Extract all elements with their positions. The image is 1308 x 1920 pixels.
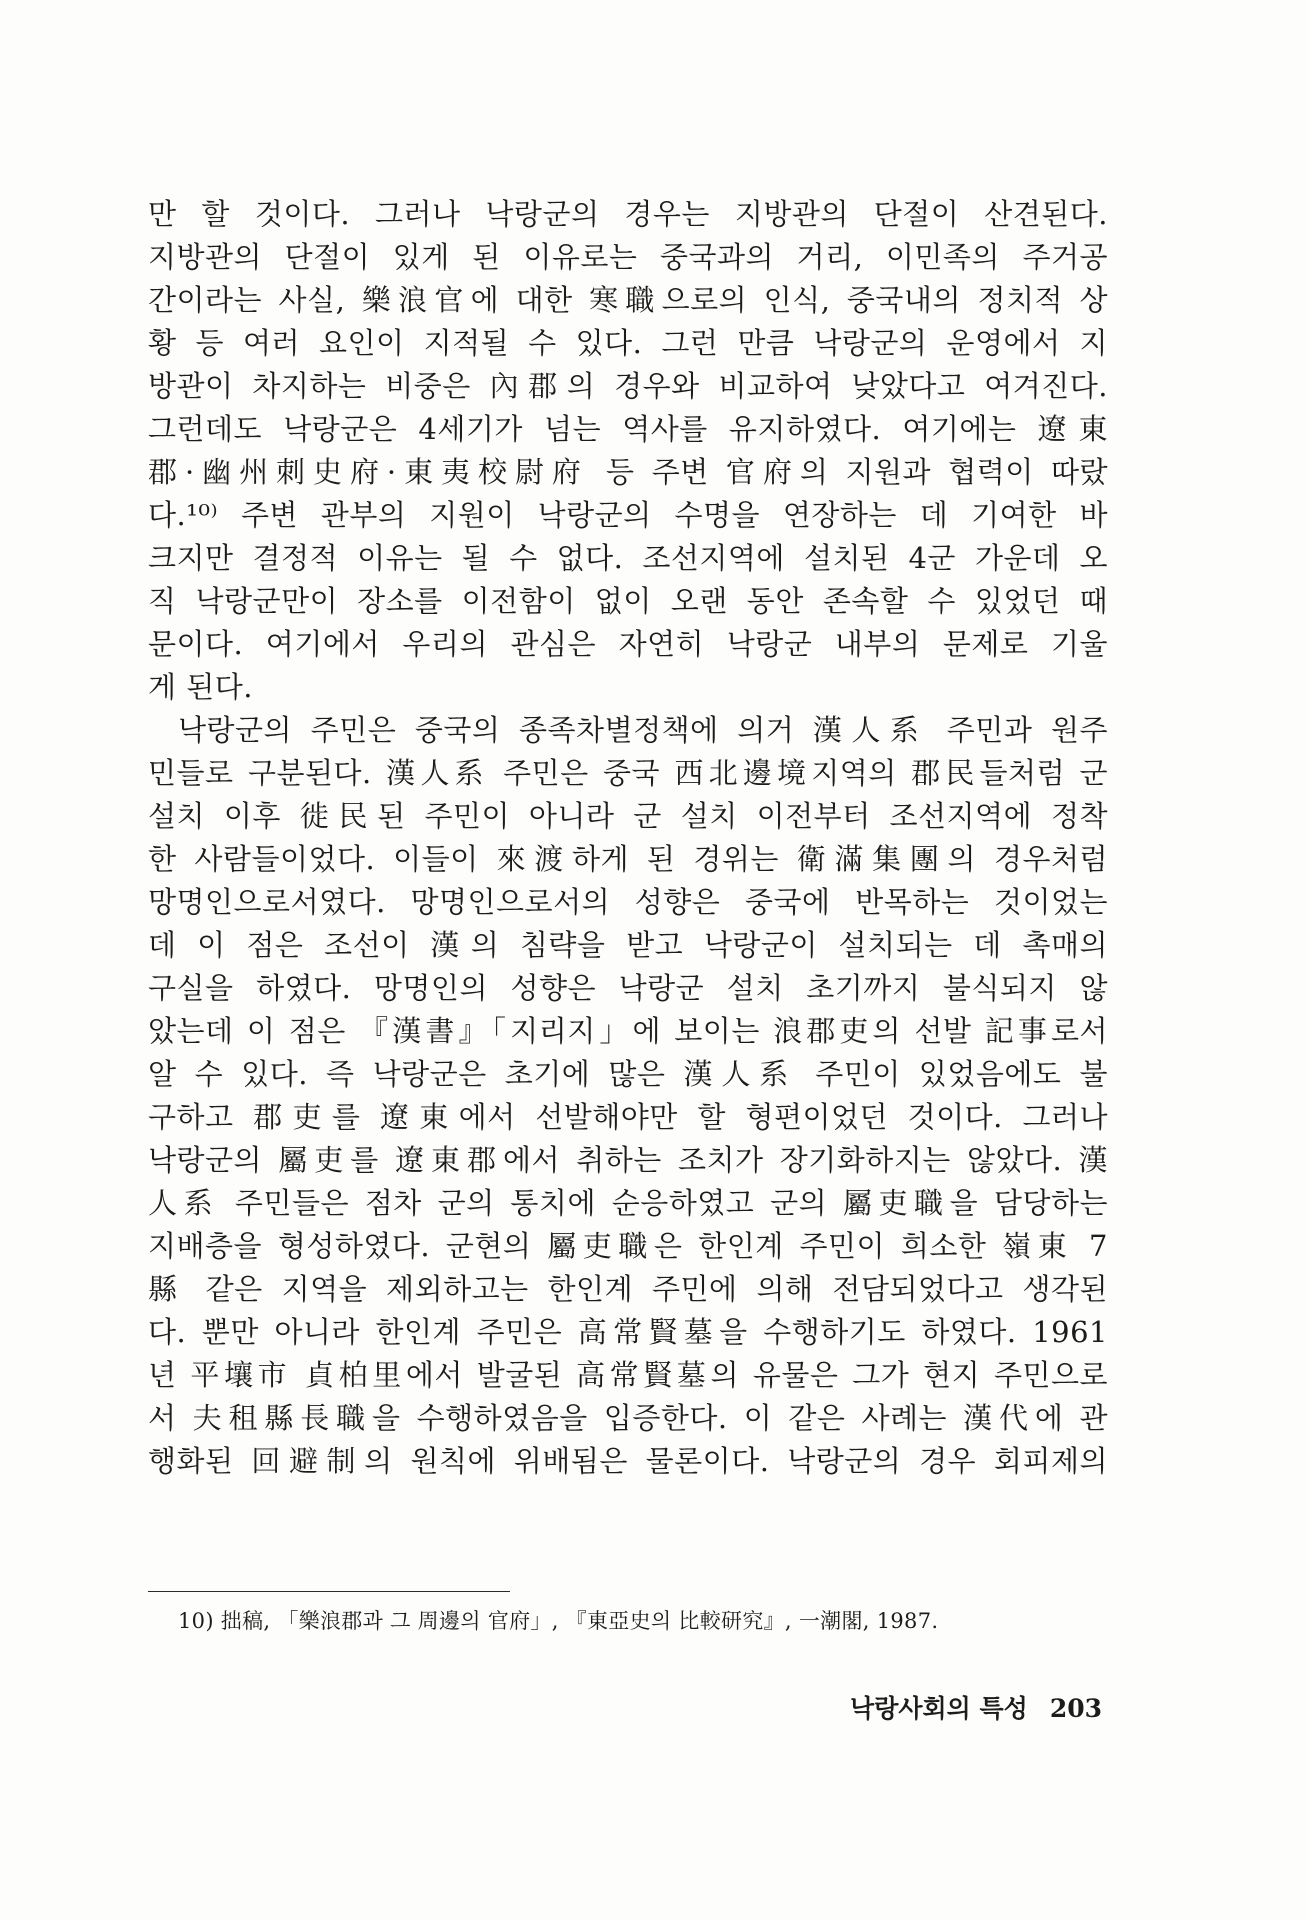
text-line: 민들로 구분된다. 漢人系 주민은 중국 西北邊境지역의 郡民들처럼 군 [148, 756, 1108, 790]
text-line: 크지만 결정적 이유는 될 수 없다. 조선지역에 설치된 4군 가운데 오 [148, 541, 1108, 575]
text-line: 설치 이후 徙民된 주민이 아니라 군 설치 이전부터 조선지역에 정착 [148, 799, 1108, 833]
text-line: 지방관의 단절이 있게 된 이유로는 중국과의 거리, 이민족의 주거공 [148, 240, 1108, 274]
text-line: 그런데도 낙랑군은 4세기가 넘는 역사를 유지하였다. 여기에는 遼東 [148, 412, 1108, 446]
text-line: 구실을 하였다. 망명인의 성향은 낙랑군 설치 초기까지 불식되지 않 [148, 971, 1108, 1005]
text-line: 구하고 郡吏를 遼東에서 선발해야만 할 형편이었던 것이다. 그러나 [148, 1100, 1108, 1134]
text-line: 서 夫租縣長職을 수행하였음을 입증한다. 이 같은 사례는 漢代에 관 [148, 1401, 1108, 1435]
text-line: 낙랑군의 屬吏를 遼東郡에서 취하는 조치가 장기화하지는 않았다. 漢 [148, 1143, 1108, 1177]
text-line: 았는데 이 점은 『漢書』「지리지」에 보이는 浪郡吏의 선발 記事로서 [148, 1014, 1108, 1048]
text-line: 황 등 여러 요인이 지적될 수 있다. 그런 만큼 낙랑군의 운영에서 지 [148, 326, 1108, 360]
text-line: 방관이 차지하는 비중은 內郡의 경우와 비교하여 낮았다고 여겨진다. [148, 369, 1108, 403]
text-line: 人系 주민들은 점차 군의 통치에 순응하였고 군의 屬吏職을 담당하는 [148, 1186, 1108, 1220]
text-line: 행화된 回避制의 원칙에 위배됨은 물론이다. 낙랑군의 경우 회피제의 [148, 1444, 1108, 1478]
text-line: 알 수 있다. 즉 낙랑군은 초기에 많은 漢人系 주민이 있었음에도 불 [148, 1057, 1108, 1091]
text-line: 게 된다. [148, 670, 253, 704]
text-line: 간이라는 사실, 樂浪官에 대한 寒職으로의 인식, 중국내의 정치적 상 [148, 283, 1108, 317]
text-line: 문이다. 여기에서 우리의 관심은 자연히 낙랑군 내부의 문제로 기울 [148, 627, 1108, 661]
text-line: 지배층을 형성하였다. 군현의 屬吏職은 한인계 주민이 희소한 嶺東 7 [148, 1229, 1108, 1263]
page-footer [850, 1692, 1102, 1726]
text-line: 직 낙랑군만이 장소를 이전함이 없이 오랜 동안 존속할 수 있었던 때 [148, 584, 1108, 618]
running-title: 낙랑사회의 특성 [850, 1694, 1028, 1723]
text-line: 縣 같은 지역을 제외하고는 한인계 주민에 의해 전담되었다고 생각된 [148, 1272, 1108, 1306]
text-line: 낙랑군의 주민은 중국의 종족차별정책에 의거 漢人系 주민과 원주 [178, 713, 1108, 747]
text-line: 년 平壤市 貞柏里에서 발굴된 高常賢墓의 유물은 그가 현지 주민으로 [148, 1358, 1108, 1392]
text-line: 다. 뿐만 아니라 한인계 주민은 高常賢墓을 수행하기도 하였다. 1961 [148, 1315, 1108, 1349]
page-number: 203 [1049, 1694, 1102, 1723]
text-line: 한 사람들이었다. 이들이 來渡하게 된 경위는 衛滿集團의 경우처럼 [148, 842, 1108, 876]
body-text [148, 193, 1108, 1483]
footnote: 10) 拙稿, 「樂浪郡과 그 周邊의 官府」, 『東亞史의 比較研究』, 一潮閣, 1987. [178, 1609, 939, 1633]
text-line: 다.¹⁰⁾ 주변 관부의 지원이 낙랑군의 수명을 연장하는 데 기여한 바 [148, 498, 1108, 532]
footnote-divider [148, 1591, 510, 1592]
text-line: 데 이 점은 조선이 漢의 침략을 받고 낙랑군이 설치되는 데 촉매의 [148, 928, 1108, 962]
text-line: 郡·幽州刺史府·東夷校尉府 등 주변 官府의 지원과 협력이 따랐 [148, 455, 1108, 489]
text-line: 망명인으로서였다. 망명인으로서의 성향은 중국에 반목하는 것이었는 [148, 885, 1108, 919]
text-line: 만 할 것이다. 그러나 낙랑군의 경우는 지방관의 단절이 산견된다. [148, 197, 1108, 231]
